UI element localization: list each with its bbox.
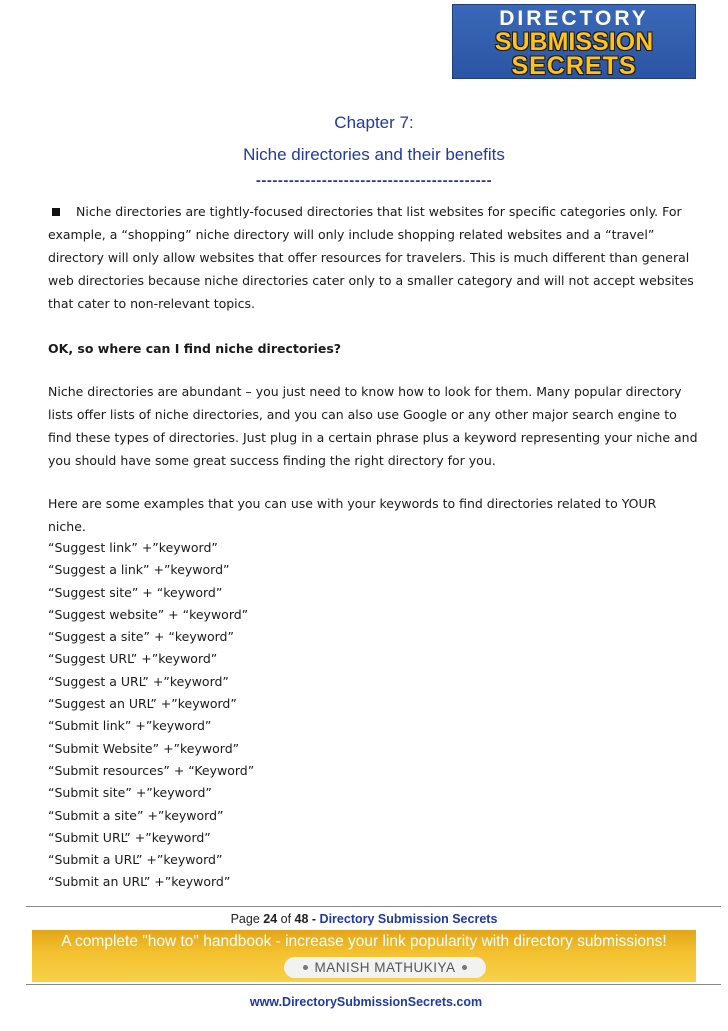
list-item: “Submit a URL” +”keyword” [48,852,223,868]
chapter-title: Niche directories and their benefits [243,145,505,164]
list-item: “Suggest website” + “keyword” [48,606,249,622]
logo-line-1: DIRECTORY [499,7,649,30]
title-underline-dashes: ------------------------------------------- [255,172,493,189]
list-item: “Suggest site” + “keyword” [48,584,223,600]
author-badge [284,957,486,978]
footer-divider-bottom [26,984,721,985]
page-label: Page [230,912,264,926]
directory-submission-secrets-logo [452,4,696,79]
website-url-link[interactable]: www.DirectorySubmissionSecrets.com [249,995,483,1009]
intro-paragraph [48,200,698,315]
list-item: “Suggest a link” +”keyword” [48,562,230,578]
list-item: “Suggest link” +”keyword” [48,540,218,555]
page-separator: - [308,912,320,926]
page-of-label: of [277,912,295,926]
list-item: “Submit a site” +”keyword” [48,807,224,823]
list-item: “Suggest a site” + “keyword” [48,629,234,645]
promo-banner [32,930,696,982]
list-item: “Submit an URL” +”keyword” [48,874,231,890]
answer-paragraph: Niche directories are abundant – you just need to know how to look for them. Many popular directory lists offer lists of niche directories, and you can also use Google or any other major search engine to find these types of directories. Just plug in a certain phrase plus a keyword representing your niche and you should have some great success finding the right directory for you. [48,384,698,468]
list-item: “Submit resources” + “Keyword” [48,762,255,778]
question-heading: OK, so where can I find niche directories? [48,341,342,356]
author-name: MANISH MATHUKIYA [314,960,456,975]
list-item: “Submit Website” +”keyword” [48,740,240,756]
list-item: “Suggest URL” +”keyword” [48,651,218,667]
bullet-dot-icon [303,965,308,970]
examples-intro-paragraph: Here are some examples that you can use with your keywords to find directories related to YOUR niche. [48,496,657,534]
list-item: “Submit site” +”keyword” [48,785,212,801]
list-item: “Suggest an URL” +”keyword” [48,696,237,712]
book-title: Directory Submission Secrets [319,912,498,926]
intro-paragraph-text: Niche directories are tightly-focused directories that list websites for specific categories only. For example, a “shopping” niche directory will only include shopping related websites and a “travel” directory will only allow websites that offer resources for travelers. This is much different than general web directories because niche directories cater only to a smaller category and will not accept websites that cater to non-relevant topics. [48,204,694,311]
list-item: “Suggest a URL” +”keyword” [48,673,229,689]
footer-divider-top [26,906,721,907]
logo-line-3: SECRETS [511,52,637,79]
total-page-count: 48 [294,912,309,926]
logo-line-2: SUBMISSION [494,28,654,56]
page-number-line [0,912,728,926]
search-phrase-list [48,537,698,894]
list-item: “Submit URL” +”keyword” [48,829,211,845]
bullet-dot-icon [462,965,467,970]
banner-tagline: A complete "how to" handbook - increase your link popularity with directory submissions! [61,933,667,950]
square-bullet-icon [52,208,60,216]
list-item: “Submit link” +”keyword” [48,718,212,734]
current-page-number: 24 [263,912,278,926]
chapter-number: Chapter 7: [334,113,414,132]
